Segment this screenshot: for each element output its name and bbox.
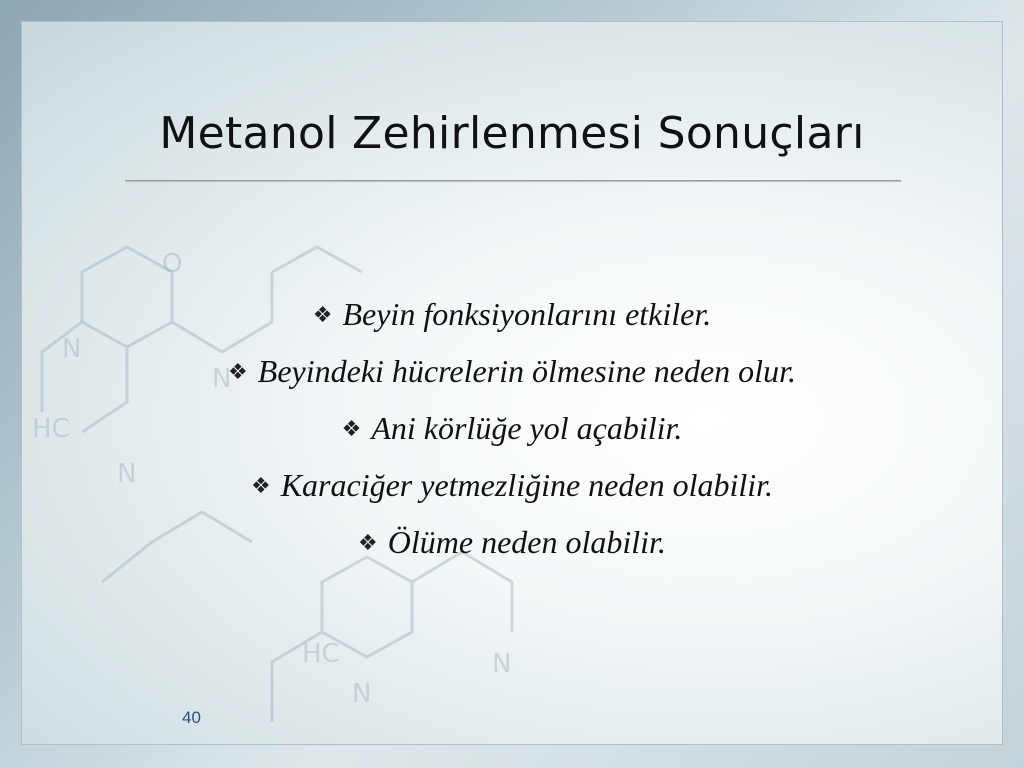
bullet-item [22,461,1002,518]
svg-text:HC: HC [32,414,70,444]
bullet-list [22,290,1002,575]
bullet-item [22,518,1002,575]
svg-text:N: N [492,649,512,679]
diamond-bullet-icon: ❖ [312,303,333,328]
bullet-text: Beyindeki hücrelerin ölmesine neden olur. [257,353,796,389]
bullet-text: Karaciğer yetmezliğine neden olabilir. [280,467,774,503]
slide-title: Metanol Zehirlenmesi Sonuçları [159,108,865,159]
bullet-item [22,347,1002,404]
diamond-bullet-icon: ❖ [250,474,271,499]
svg-text:O: O [162,249,183,279]
svg-text:N: N [117,459,137,489]
diamond-bullet-icon: ❖ [358,531,378,556]
title-underline [125,180,901,182]
bullet-text: Ölüme neden olabilir. [387,524,666,560]
svg-text:HC: HC [302,639,340,669]
svg-text:N: N [212,364,232,394]
slide [22,22,1002,744]
slide-page-number: 40 [182,708,201,727]
bullet-text: Beyin fonksiyonlarını etkiler. [342,296,712,332]
bullet-item [22,290,1002,347]
svg-text:N: N [62,334,82,364]
diamond-bullet-icon: ❖ [228,360,248,385]
bullet-text: Ani körlüğe yol açabilir. [371,410,683,446]
diamond-bullet-icon: ❖ [341,417,362,442]
bullet-item [22,404,1002,461]
svg-text:N: N [352,679,372,709]
